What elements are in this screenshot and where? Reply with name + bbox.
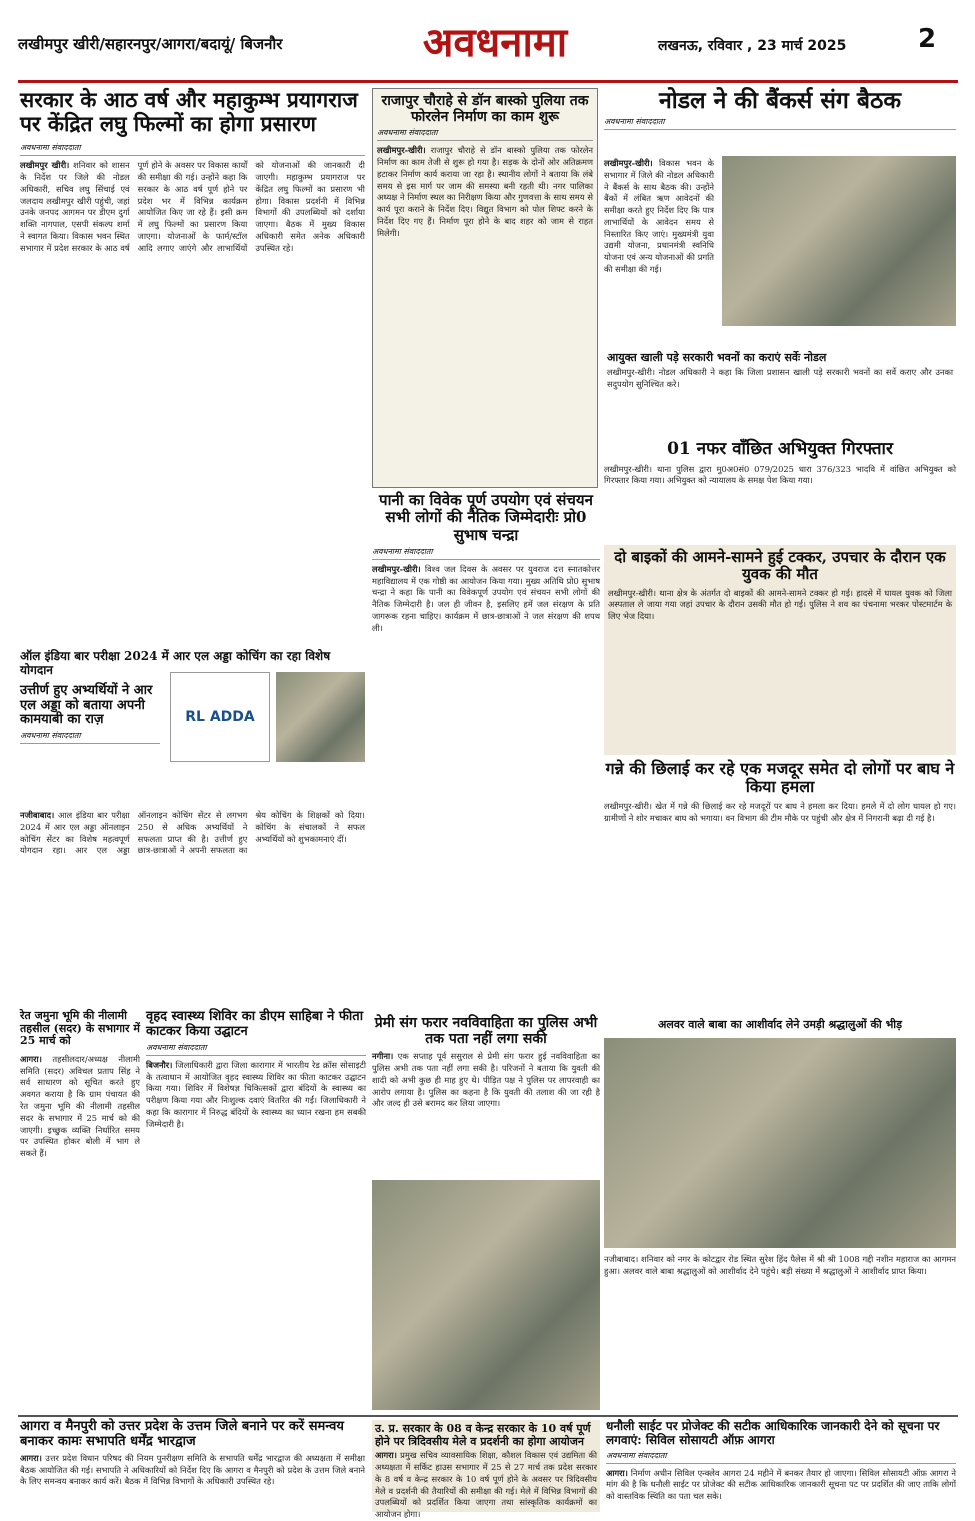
byline: अवधनामा संवाददाता — [372, 546, 600, 560]
article-bride-eloped — [372, 1015, 600, 1175]
body-text: एक सप्ताह पूर्व ससुराल से प्रेमी संग फरार हुई नवविवाहिता का पुलिस अभी तक पता नहीं लगा सकी है। परिजनों ने बताया कि युवती की शादी को अभी कुछ ही माह हुए थे। पीड़ित पक्ष ने पुलिस पर लापरवाही का आरोप लगाया है। पुलिस का कहना है कि युवती की तलाश की जा रही है और जल्द ही उसे बरामद कर लिया जाएगा। — [372, 1051, 600, 1109]
article-agra-mainpuri — [20, 1420, 365, 1512]
dateline-lead: बिजनौर। — [146, 1059, 173, 1070]
caption-body: लखीमपुर-खीरी। नोडल अधिकारी ने कहा कि जिला प्रशासन खाली पड़े सरकारी भवनों का सर्वे कराए और उनका सदुपयोग सुनिश्चित करे। — [607, 367, 953, 389]
article-fourlane — [372, 88, 598, 488]
dateline-lead: नगीना। — [372, 1051, 394, 1062]
baba-visit — [604, 1018, 956, 1458]
body-text: तहसीलदार/अध्यक्ष नीलामी समिति (सदर) अविचल प्रताप सिंह ने सर्व साधारण को सूचित करते हुए अवगत कराया है कि ग्राम पंचायत की रेत जमुना भूमि की नीलामी तहसील सदर के सभागार में 25 मार्च को की जाएगी। इच्छुक व्यक्ति निर्धारित समय पर उपस्थित होकर बोली में भाग ले सकते हैं। — [20, 1053, 140, 1159]
article-body — [377, 145, 593, 239]
dateline: लखनऊ, रविवार , 23 मार्च 2025 — [658, 38, 847, 54]
masthead-rule — [18, 80, 958, 83]
headline: 01 नफर वाँछित अभियुक्त गिरफ्तार — [667, 439, 893, 459]
headline: नोडल ने की बैंकर्स संग बैठक — [658, 87, 902, 114]
article-body — [606, 1468, 956, 1503]
article-civil-society — [606, 1420, 956, 1512]
rl-adda-logo: RL ADDA — [170, 672, 270, 762]
body-text: जिलाधिकारी द्वारा जिला कारागार में भारतीय रेड क्रॉस सोसाइटी के तत्वाधान में आयोजित वृहद स्वास्थ्य शिविर का फीता काटकर उद्घाटन किया गया। शिविर में विशेषज्ञ चिकित्सकों द्वारा बंदियों के स्वास्थ्य का परीक्षण किया गया और निःशुल्क दवाएं वितरित की गईं। जिलाधिकारी ने कहा कि कारागार में निरुद्ध बंदियों के स्वास्थ्य का ध्यान रखना हम सबकी जिम्मेदारी है। — [146, 1059, 366, 1129]
dateline-lead: आगरा। — [375, 1450, 397, 1461]
body-text: शनिवार को शासन के निर्देश पर जिले की नोडल अधिकारी, सचिव लघु सिंचाई एवं जलदाय लखीमपुर खीरी पहुंची, जहां उनके जनपद आगमन पर डीएम दुर्गा शक्ति नागपाल, एसपी संकल्प शर्मा ने स्वागत किया। विकास भवन स्थित सभागार में प्रदेश सरकार के आठ वर्ष पूर्ण होने के अवसर पर विकास कार्यों की समीक्षा की गई। उन्होंने कहा कि सरकार के आठ वर्ष पूर्ण होने पर प्रदेश भर में विभिन्न कार्यक्रम आयोजित किए जा रहे हैं। इसी क्रम में लघु फिल्मों का प्रसारण किया जाएगा। योजनाओं के फार्म/स्टॉल आदि लगाए जाएंगे और लाभार्थियों को योजनाओं की जानकारी दी जाएगी। महाकुम्भ प्रयागराज पर केंद्रित लघु फिल्मों का प्रसारण भी होगा। विकास प्रदर्शनी में विभिन्न विभागों की उपलब्धियों को दर्शाया जाएगा। बैठक में मुख्य विकास अधिकारी समेत अनेक अधिकारी उपस्थित रहे। — [20, 160, 365, 253]
headline: दो बाइकों की आमने-सामने हुई टक्कर, उपचार के दौरान एक युवक की मौत — [614, 548, 946, 584]
article-body: लखीमपुर-खीरी। थाना क्षेत्र के अंतर्गत दो बाइकों की आमने-सामने टक्कर हो गई। हादसे में घायल युवक को जिला अस्पताल ले जाया गया जहां उपचार के दौरान उसकी मौत हो गई। पुलिस ने शव का पंचनामा भरकर पोस्टमार्टम के लिए भेज दिया। — [608, 587, 952, 622]
article-body: लखीमपुर-खीरी। थाना पुलिस द्वारा मु0अ0सं0 079/2025 धारा 376/323 भादवि में वांछित अभियुक्त को गिरफ्तार किया गया। अभियुक्त को न्यायालय के समक्ष पेश किया गया। — [604, 463, 956, 486]
photo-caption-box — [604, 348, 956, 438]
photo-caption: आयुक्त खाली पड़े सरकारी भवनों का कराएं सर्वेः नोडल — [607, 351, 827, 364]
headline: आगरा व मैनपुरी को उत्तर प्रदेश के उत्तम जिले बनाने पर करें समन्वय बनाकर कामः सभापति धर्मेंद्र भारद्वाज — [20, 1419, 344, 1449]
page-number: 2 — [918, 24, 937, 54]
article-body — [20, 1054, 140, 1160]
caption-body: नजीबाबाद। शनिवार को नगर के कोटद्वार रोड स्थित सुरेश हिंद पैलेस में श्री श्री 1008 गद्दी नशीन महाराज का आगमन हुआ। अलवर वाले बाबा श्रद्धालुओं को आशीर्वाद देने पहुंचे। बड़ी संख्या में श्रद्धालुओं ने आशीर्वाद प्राप्त किया। — [604, 1254, 956, 1276]
headline: गन्ने की छिलाई कर रहे एक मजदूर समेत दो लोगों पर बाघ ने किया हमला — [605, 759, 955, 797]
article-body — [372, 1051, 600, 1110]
body-text: राजापुर चौराहे से डॉन बास्को पुलिया तक फोरलेन निर्माण का काम तेजी से शुरू हो गया है। सड़क के दोनों ओर अतिक्रमण हटाकर निर्माण कार्य कराया जा रहा है। स्थानीय लोगों ने बताया कि लंबे समय से इस मार्ग पर जाम की समस्या बनी रहती थी। नगर पालिका अध्यक्ष ने निर्माण स्थल का निरीक्षण किया और गुणवत्ता के साथ समय से कार्य पूरा कराने के निर्देश दिए। विद्युत विभाग को पोल शिफ्ट करने के निर्देश दिए गए हैं। निर्माण पूरा होने के बाद शहर को जाम से राहत मिलेगी। — [377, 145, 594, 238]
dateline-lead: आगरा। — [20, 1452, 42, 1463]
article-body — [20, 1453, 365, 1488]
dateline-lead: लखीमपुर-खीरी। — [372, 563, 421, 574]
body-text: आल इंडिया बार परीक्षा 2024 में आर एल अड्डा ऑनलाइन कोचिंग सेंटर का विशेष महत्वपूर्ण योगदान रहा। आर एल अड्डा ऑनलाइन कोचिंग सेंटर से लगभग 250 से अधिक अभ्यर्थियों ने सफलता प्राप्त की है। उत्तीर्ण हुए छात्र-छात्राओं ने अपनी सफलता का श्रेय कोचिंग के शिक्षकों को दिया। कोचिंग के संचालकों ने सफल अभ्यर्थियों को शुभकामनाएं दीं। — [20, 810, 365, 856]
headline: सरकार के आठ वर्ष और महाकुम्भ प्रयागराज पर केंद्रित लघु फिल्मों का होगा प्रसारण — [20, 87, 358, 137]
photo-caption: अलवर वाले बाबा का आशीर्वाद लेने उमड़ी श्रद्धालुओं की भीड़ — [657, 1018, 903, 1031]
kicker: रेत जमुना भूमि की नीलामी तहसील (सदर) के सभागार में 25 मार्च को — [20, 1009, 140, 1048]
article-body: लखीमपुर-खीरी। खेत में गन्ने की छिलाई कर रहे मजदूरों पर बाघ ने हमला कर दिया। हमले में दो लोग घायल हो गए। ग्रामीणों ने शोर मचाकर बाघ को भगाया। वन विभाग की टीम मौके पर पहुंची और क्षेत्र में निगरानी बढ़ा दी गई है। — [604, 800, 956, 823]
baba-photo — [604, 1038, 956, 1248]
dateline-lead: लखीमपुर-खीरी। — [604, 158, 653, 168]
article-body — [604, 158, 714, 328]
kicker: ऑल इंडिया बार परीक्षा 2024 में आर एल अड्डा कोचिंग का रहा विशेष योगदान — [20, 649, 331, 677]
byline: अवधनामा संवाददाता — [604, 116, 956, 130]
article-body — [372, 564, 600, 635]
body-text: निर्माण अधीन सिविल एन्क्लेव आगरा 24 महीने में बनकर तैयार हो जाएगा। सिविल सोसायटी ऑफ़ आगरा ने मांग की है कि धनौली साईट पर प्रोजेक्ट की सटीक आधिकारिक जानकारी सूचना पट पर प्रदर्शित की जाए ताकि लोगों को वास्तविक स्थिति का पता चल सके। — [606, 1467, 956, 1502]
headline: उ. प्र. सरकार के 08 व केन्द्र सरकार के 10 वर्ष पूर्ण होने पर त्रिदिवसीय मेले व प्रदर्शनी का होगा आयोजन — [375, 1422, 591, 1448]
dateline-lead: आगरा। — [20, 1053, 42, 1064]
rl-adda-body — [20, 810, 365, 1005]
dateline-lead: नजीबाबाद। — [20, 810, 55, 820]
headline: धनौली साईट पर प्रोजेक्ट की सटीक आधिकारिक जानकारी देने को सूचना पर लगवाएं: सिविल सोसायटी ऑफ़ आगरा — [606, 1419, 940, 1447]
edition-names: लखीमपुर खीरी/सहारनपुर/आगरा/बदायूं/ बिजनौर — [18, 35, 283, 53]
rl-adda-photo — [276, 672, 365, 762]
headline: पानी का विवेक पूर्ण उपयोग एवं संचयन सभी लोगों की नैतिक जिम्मेदारीः प्रो0 सुभाष चन्द्रा — [379, 491, 593, 544]
article-body — [20, 160, 365, 630]
article-rl-adda — [20, 650, 365, 810]
byline: अवधनामा संवाददाता — [377, 127, 593, 141]
headline: उत्तीर्ण हुए अभ्यर्थियों ने आर एल अड्डा को बताया अपनी कामयाबी का राज़ — [20, 682, 153, 728]
masthead-logo: अवधनामा — [422, 20, 568, 66]
article-sand-auction — [20, 1010, 140, 1410]
article-arrest — [604, 440, 956, 540]
dateline-lead: लखीमपुर खीरी। — [20, 160, 70, 171]
byline: अवधनामा संवाददाता — [20, 730, 160, 744]
byline: अवधनामा संवाददाता — [20, 142, 365, 156]
headline: वृहद स्वास्थ्य शिविर का डीएम साहिबा ने फीता काटकर किया उद्घाटन — [146, 1009, 364, 1039]
byline: अवधनामा संवाददाता — [146, 1042, 366, 1056]
headline: राजापुर चौराहे से डॉन बास्को पुलिया तक फोरलेन निर्माण का काम शुरू — [381, 93, 589, 126]
article-fair — [372, 1420, 600, 1520]
article-body — [375, 1450, 597, 1521]
body-text: उत्तर प्रदेश विधान परिषद की नियम पुनरीक्षण समिति के सभापति धर्मेंद्र भारद्वाज की अध्यक्षता में समीक्षा बैठक आयोजित की गई। सभापति ने अधिकारियों को निर्देश दिए कि आगरा व मैनपुरी को प्रदेश के उत्तम जिले बनाने के लिए समन्वय बनाकर कार्य करें। बैठक में विभिन्न विभागों के अधिकारी उपस्थित रहे। — [20, 1452, 366, 1487]
body-text: प्रमुख सचिव व्यावसायिक शिक्षा, कौशल विकास एवं उद्यमिता की अध्यक्षता में सर्किट हाउस सभागार में 25 से 27 मार्च तक प्रदेश सरकार के 8 वर्ष व केन्द्र सरकार के 10 वर्ष पूर्ण होने के अवसर पर त्रिदिवसीय मेले व प्रदर्शनी की तैयारियों की समीक्षा की गई। मेले में विभिन्न विभागों की उपलब्धियों को प्रदर्शित किया जाएगा तथा सांस्कृतिक कार्यक्रमों का आयोजन होगा। — [375, 1450, 598, 1520]
article-tiger-attack — [604, 760, 956, 1015]
body-text: विश्व जल दिवस के अवसर पर युवराज दत्त स्नातकोत्तर महाविद्यालय में एक गोष्ठी का आयोजन किया गया। मुख्य अतिथि प्रो0 सुभाष चन्द्रा ने कहा कि पानी का विवेकपूर्ण उपयोग एवं संचयन सभी लोगों की नैतिक जिम्मेदारी है। जल ही जीवन है, इसलिए हमें जल संरक्षण के प्रति जागरूक रहना चाहिए। कार्यक्रम में छात्र-छात्राओं ने जल संरक्षण की शपथ ली। — [372, 563, 601, 633]
dateline-lead: आगरा। — [606, 1467, 628, 1478]
article-short-films — [20, 88, 365, 648]
body-text: विकास भवन के सभागार में जिले की नोडल अधिकारी ने बैंकर्स के साथ बैठक की। उन्होंने बैंकों में लंबित ऋण आवेदनों की समीक्षा करते हुए निर्देश दिए कि पात्र लाभार्थियों के आवेदन समय से निस्तारित किए जाएं। मुख्यमंत्री युवा उद्यमी योजना, प्रधानमंत्री स्वनिधि योजना एवं अन्य योजनाओं की प्रगति की समीक्षा की गई। — [604, 158, 714, 275]
article-bike-accident — [604, 545, 956, 755]
byline: अवधनामा संवाददाता — [606, 1450, 956, 1464]
meeting-photo — [722, 156, 956, 326]
headline: प्रेमी संग फरार नवविवाहिता का पुलिस अभी तक पता नहीं लगा सकी — [374, 1015, 598, 1048]
health-camp-photo — [372, 1180, 600, 1410]
article-health-camp — [146, 1010, 366, 1410]
article-body — [146, 1060, 366, 1131]
article-bankers-meeting — [604, 88, 956, 348]
masthead — [18, 10, 958, 78]
bottom-rule — [18, 1415, 958, 1417]
dateline-lead: लखीमपुर-खीरी। — [377, 145, 426, 156]
article-water-day — [372, 492, 600, 1012]
